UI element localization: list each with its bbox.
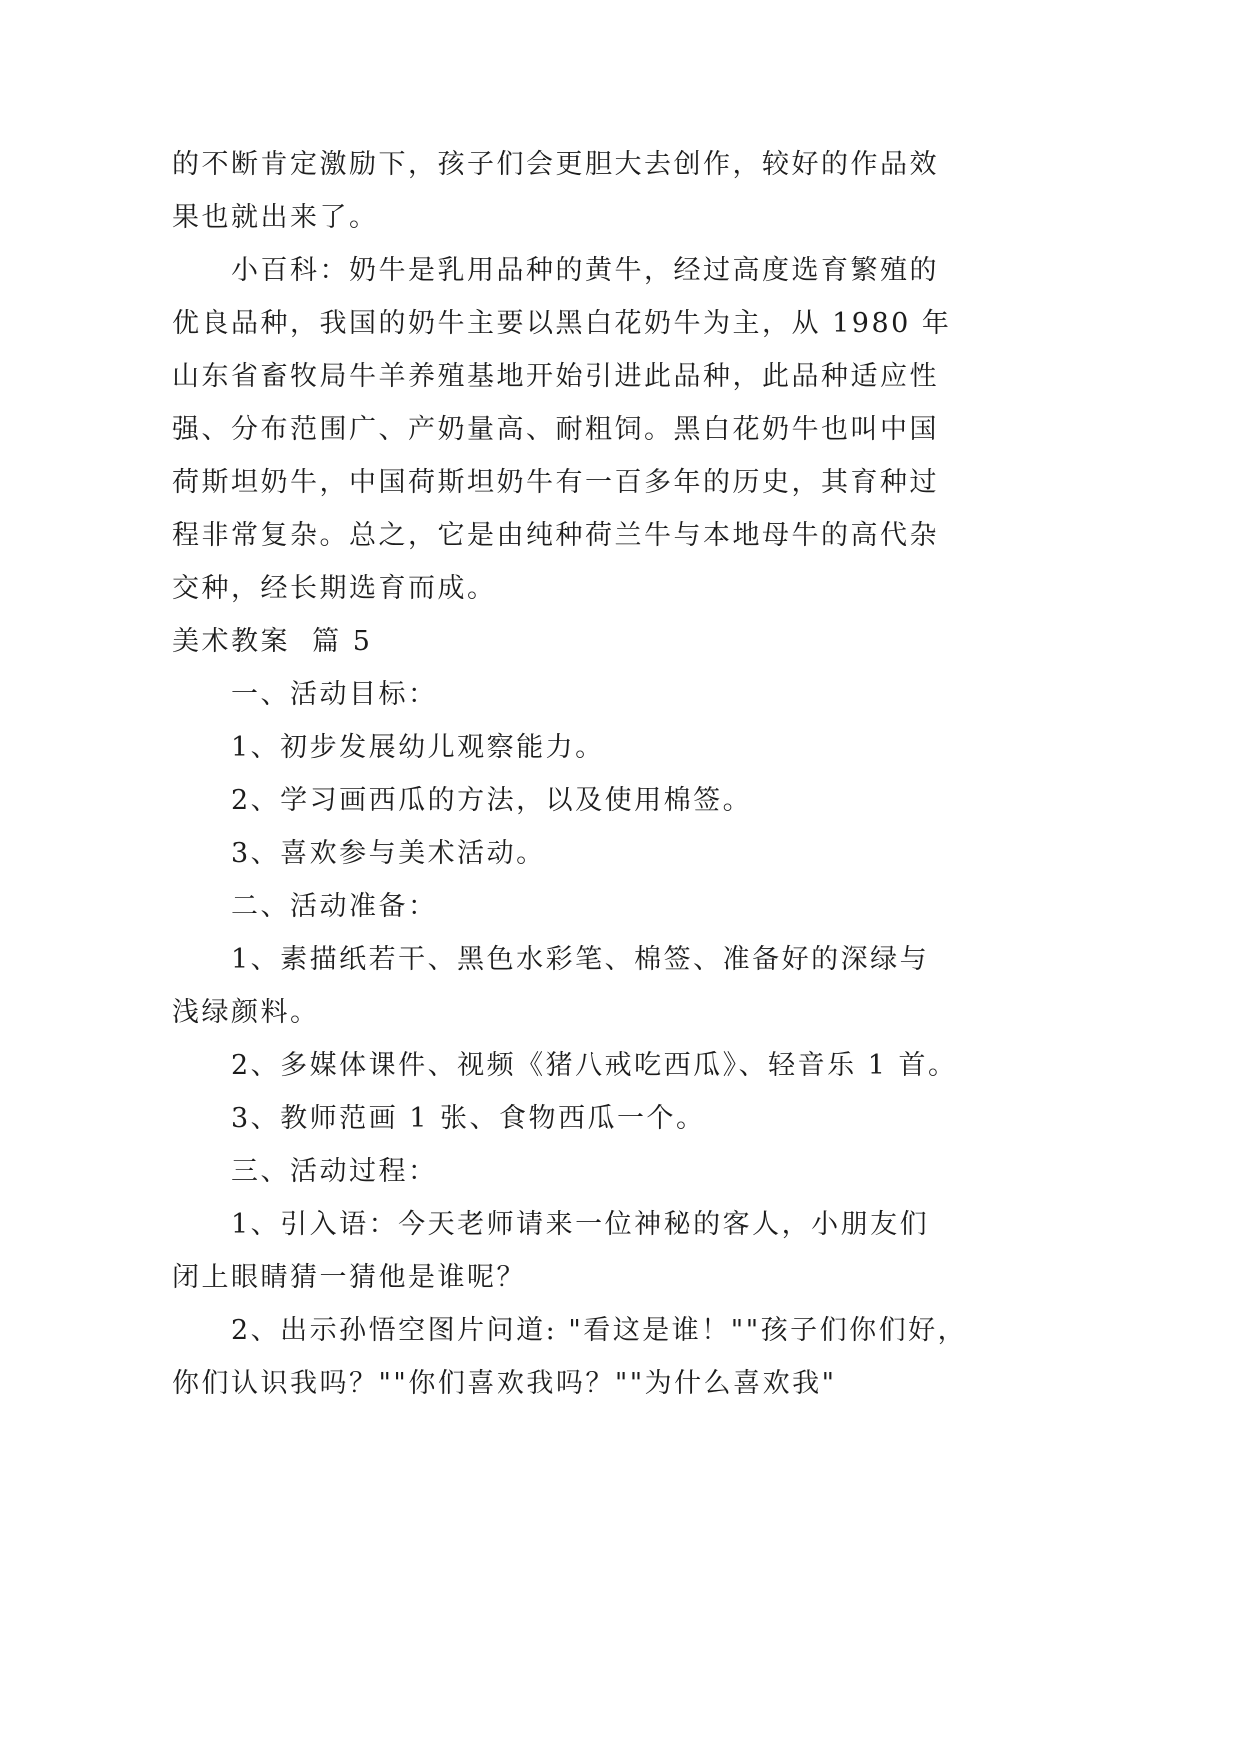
list-item	[172, 721, 1072, 774]
text-line: 果也就出来了。	[172, 202, 379, 233]
text-line: 3、教师范画 1 张、食物西瓜一个。	[231, 1103, 706, 1134]
text-line: 2、学习画西瓜的方法，以及使用棉签。	[231, 785, 753, 816]
section-activity-goals	[172, 668, 1072, 880]
text-line: 2、多媒体课件、视频《猪八戒吃西瓜》、轻音乐 1 首。	[231, 1050, 958, 1081]
text-line: 小百科：奶牛是乳用品种的黄牛，经过高度选育繁殖的	[231, 255, 939, 286]
list-item	[172, 933, 1072, 1039]
list-item	[172, 1198, 1072, 1304]
text-line: 交种，经长期选育而成。	[172, 573, 497, 604]
list-item	[172, 774, 1072, 827]
list-item	[172, 1039, 1072, 1092]
list-item	[172, 1092, 1072, 1145]
text-line: 优良品种，我国的奶牛主要以黑白花奶牛为主，从 1980 年	[172, 308, 952, 339]
text-line: 山东省畜牧局牛羊养殖基地开始引进此品种，此品种适应性	[172, 361, 939, 392]
encyclopedia-paragraph	[172, 244, 1072, 615]
text-line: 1、素描纸若干、黑色水彩笔、棉签、准备好的深绿与	[231, 944, 930, 975]
section-activity-preparation	[172, 880, 1072, 1145]
list-item	[172, 827, 1072, 880]
text-line: 1、初步发展幼儿观察能力。	[231, 732, 605, 763]
text-line: 浅绿颜料。	[172, 997, 320, 1028]
text-line: 程非常复杂。总之，它是由纯种荷兰牛与本地母牛的高代杂	[172, 520, 939, 551]
text-line: 闭上眼睛猜一猜他是谁呢？	[172, 1262, 526, 1293]
text-line: 荷斯坦奶牛，中国荷斯坦奶牛有一百多年的历史，其育种过	[172, 467, 939, 498]
text-line: 3、喜欢参与美术活动。	[231, 838, 546, 869]
section-title: 一、活动目标：	[231, 679, 438, 710]
section-title: 二、活动准备：	[231, 891, 438, 922]
section-activity-process	[172, 1145, 1072, 1410]
intro-paragraph	[172, 138, 1072, 244]
text-line: 1、引入语：今天老师请来一位神秘的客人，小朋友们	[231, 1209, 930, 1240]
text-line: 你们认识我吗？""你们喜欢我吗？""为什么喜欢我"	[172, 1368, 837, 1399]
text-line: 强、分布范围广、产奶量高、耐粗饲。黑白花奶牛也叫中国	[172, 414, 939, 445]
lesson-heading: 美术教案 篇 5	[172, 626, 373, 657]
text-line: 2、出示孙悟空图片问道: "看这是谁！""孩子们你们好，	[231, 1315, 968, 1346]
text-line: 的不断肯定激励下，孩子们会更胆大去创作，较好的作品效	[172, 149, 939, 180]
section-title: 三、活动过程：	[231, 1156, 438, 1187]
list-item	[172, 1304, 1072, 1410]
document-body	[172, 138, 1072, 1410]
